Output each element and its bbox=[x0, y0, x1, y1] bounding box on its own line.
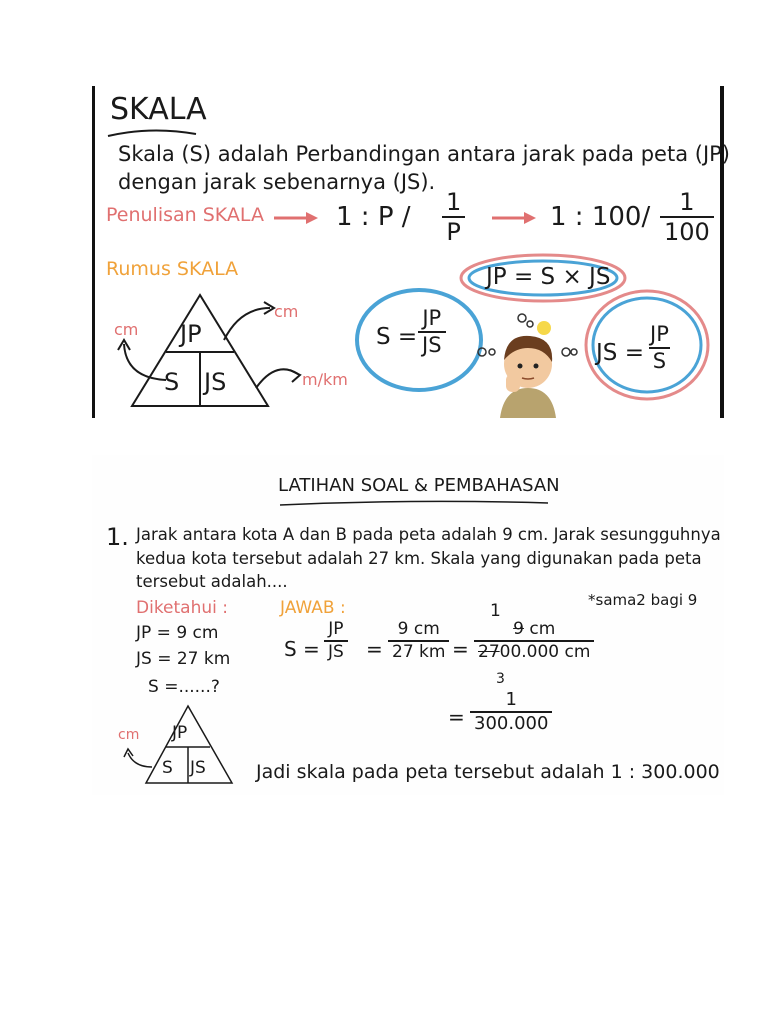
fraction-numerator: 9 cm bbox=[397, 619, 440, 639]
formula-s-lhs: S = bbox=[376, 324, 418, 350]
fraction-denominator: 100 bbox=[660, 216, 714, 244]
penulisan-label: Penulisan SKALA bbox=[106, 204, 264, 226]
calc-cancel-bottom: 3 bbox=[496, 671, 505, 687]
left-border bbox=[92, 86, 95, 418]
fraction-denominator-rest: 00.000 cm bbox=[499, 642, 591, 662]
calc-result-fraction bbox=[470, 691, 552, 733]
formula-jp: JP = S × JS bbox=[486, 264, 611, 290]
curved-arrow-icon bbox=[120, 747, 156, 771]
diketahui-label: Diketahui : bbox=[136, 598, 228, 618]
calc-equals-1: = bbox=[366, 637, 383, 661]
fraction-numerator: JP bbox=[650, 322, 669, 346]
rumus-label: Rumus SKALA bbox=[106, 258, 239, 280]
title-underline bbox=[106, 128, 198, 138]
definition-line-1: Skala (S) adalah Perbandingan antara jarak pada peta (JP) bbox=[118, 142, 730, 166]
calc-equals-3: = bbox=[448, 705, 465, 729]
cancelled-digits: 27 bbox=[478, 642, 500, 662]
definition-line-2: dengan jarak sebenarnya (JS). bbox=[118, 170, 436, 194]
title-underline bbox=[278, 499, 550, 507]
triangle-jp: JP bbox=[172, 723, 188, 743]
known-js: JS = 27 km bbox=[136, 649, 231, 669]
calc-fraction-1 bbox=[324, 621, 348, 661]
arrow-right-icon bbox=[272, 210, 320, 226]
skala-triangle-small bbox=[144, 703, 234, 785]
cancelled-digit: 9 bbox=[513, 619, 524, 639]
question-line-3: tersebut adalah.... bbox=[136, 572, 288, 591]
curved-arrow-icon bbox=[252, 358, 306, 392]
curved-arrow-icon bbox=[112, 338, 172, 384]
triangle-s: S bbox=[164, 368, 180, 396]
right-border bbox=[720, 86, 724, 418]
thinking-kid-illustration bbox=[474, 308, 594, 418]
skala-panel bbox=[92, 86, 730, 418]
penulisan-fraction-1 bbox=[442, 190, 465, 244]
penulisan-fraction-2 bbox=[660, 190, 714, 244]
conclusion: Jadi skala pada peta tersebut adalah 1 : 300.000 bbox=[256, 761, 720, 783]
formula-js-fraction bbox=[646, 324, 673, 372]
panel-title: LATIHAN SOAL & PEMBAHASAN bbox=[278, 475, 560, 496]
known-jp: JP = 9 cm bbox=[136, 623, 219, 643]
fraction-numerator: 1 bbox=[679, 188, 695, 216]
fraction-numerator bbox=[509, 621, 559, 640]
fraction-denominator: S bbox=[649, 347, 670, 372]
triangle-s: S bbox=[162, 758, 173, 778]
latihan-soal-panel bbox=[92, 455, 724, 795]
calc-cancel-top: 1 bbox=[490, 601, 501, 621]
fraction-numerator: JP bbox=[328, 619, 344, 639]
formula-s-fraction bbox=[418, 308, 446, 356]
note: *sama2 bagi 9 bbox=[588, 591, 698, 609]
arrow-right-icon bbox=[490, 210, 538, 226]
panel-title: SKALA bbox=[110, 92, 207, 127]
fraction-denominator: JS bbox=[324, 640, 348, 661]
fraction-denominator: 300.000 bbox=[470, 711, 552, 733]
triangle-unit-cm: cm bbox=[118, 727, 140, 743]
triangle-js: JS bbox=[204, 368, 227, 396]
fraction-numerator-rest: cm bbox=[523, 619, 556, 639]
question-number: 1. bbox=[106, 523, 129, 551]
fraction-denominator: P bbox=[442, 216, 464, 244]
fraction-numerator: 1 bbox=[505, 689, 517, 710]
question-line-1: Jarak antara kota A dan B pada peta adalah 9 cm. Jarak sesungguhnya bbox=[136, 525, 721, 544]
calc-s: S = bbox=[284, 637, 320, 661]
curved-arrow-icon bbox=[220, 298, 280, 344]
fraction-denominator bbox=[474, 640, 594, 661]
triangle-jp: JP bbox=[180, 320, 202, 348]
unit-cm-right: cm bbox=[274, 302, 299, 321]
question-line-2: kedua kota tersebut adalah 27 km. Skala yang digunakan pada peta bbox=[136, 549, 702, 568]
calc-equals-2: = bbox=[452, 637, 469, 661]
unit-mkm: m/km bbox=[302, 370, 348, 389]
unit-cm-left: cm bbox=[114, 320, 139, 339]
fraction-denominator: JS bbox=[418, 331, 446, 356]
penulisan-ratio-1: 1 : P / bbox=[336, 202, 411, 232]
triangle-js: JS bbox=[190, 758, 206, 778]
calc-fraction-3 bbox=[474, 621, 594, 661]
fraction-denominator: 27 km bbox=[388, 640, 449, 661]
fraction-numerator: 1 bbox=[446, 188, 462, 216]
penulisan-ratio-2: 1 : 100/ bbox=[550, 202, 651, 232]
fraction-numerator: JP bbox=[422, 306, 442, 330]
calc-fraction-2 bbox=[388, 621, 449, 661]
known-s: S =......? bbox=[148, 677, 220, 697]
formula-js-lhs: JS = bbox=[596, 340, 644, 366]
jawab-label: JAWAB : bbox=[280, 598, 346, 618]
